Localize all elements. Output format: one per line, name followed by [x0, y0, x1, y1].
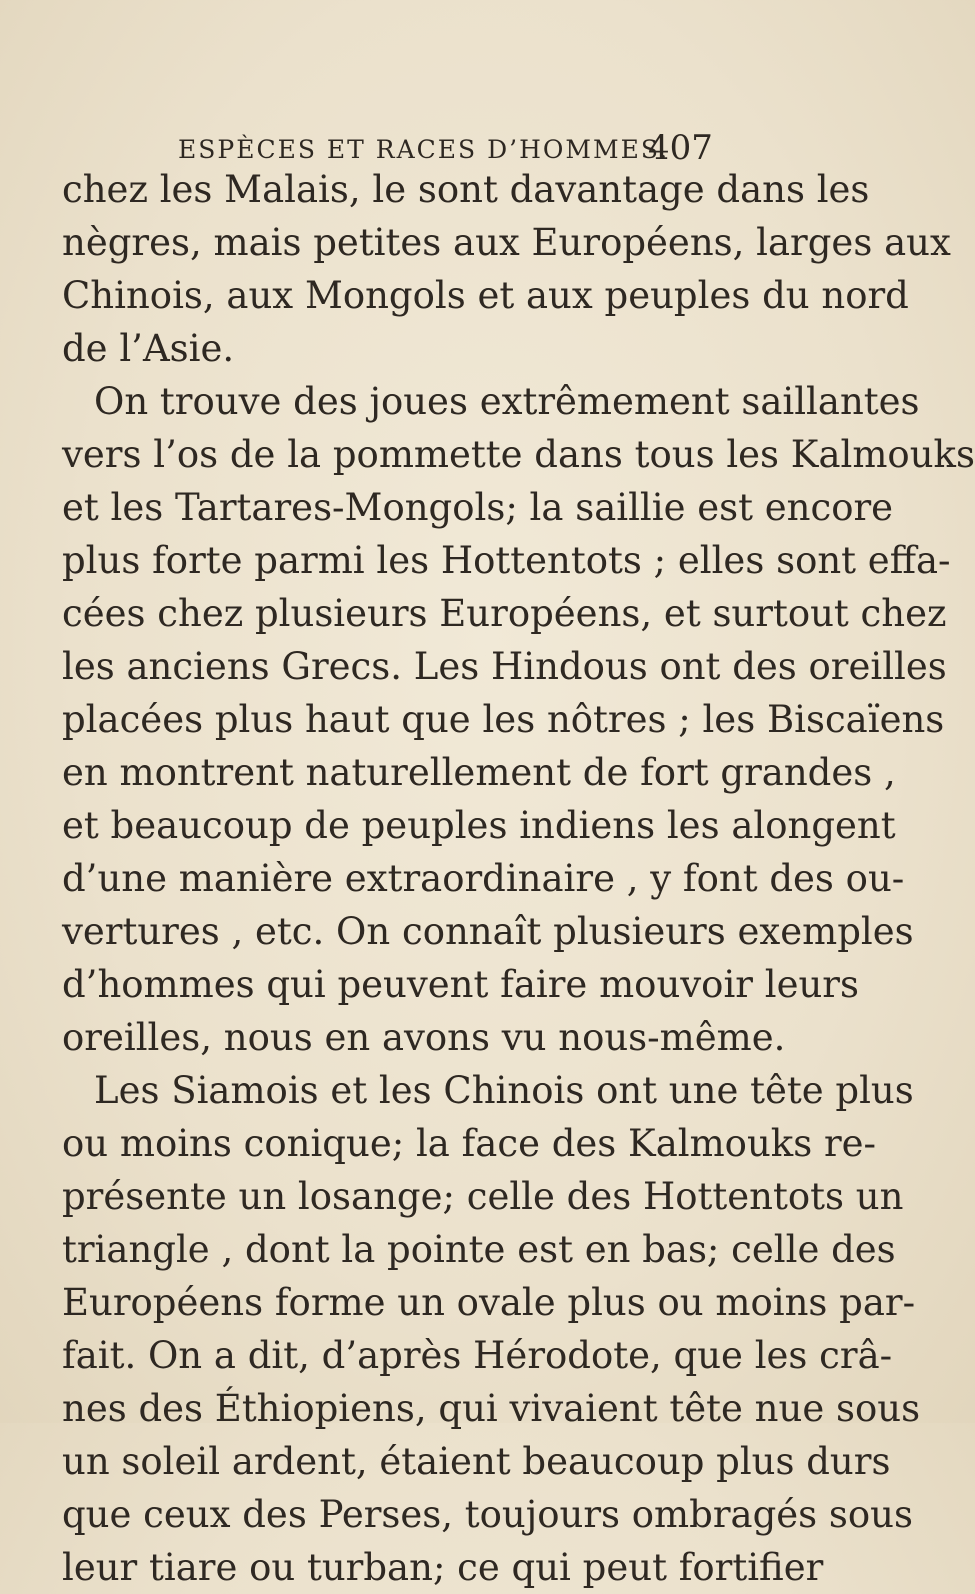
text-line: leur tiare ou turban; ce qui peut fortifier — [62, 1546, 824, 1589]
text-line: les anciens Grecs. Les Hindous ont des oreilles — [62, 645, 947, 688]
text-line: d’hommes qui peuvent faire mouvoir leurs — [62, 963, 859, 1006]
text-line: chez les Malais, le sont davantage dans les — [62, 168, 870, 211]
text-line: en montrent naturellement de fort grandes , — [62, 751, 896, 794]
text-line: nes des Éthiopiens, qui vivaient tête nue sous — [62, 1387, 921, 1430]
text-line: et les Tartares-Mongols; la saillie est encore — [62, 486, 894, 529]
paragraph-start-line: On trouve des joues extrêmement saillantes — [94, 380, 920, 423]
text-line: de l’Asie. — [62, 327, 235, 370]
text-line: Chinois, aux Mongols et aux peuples du nord — [62, 274, 909, 317]
text-line: nègres, mais petites aux Européens, larges aux — [62, 221, 951, 264]
text-line: plus forte parmi les Hottentots ; elles sont effa- — [62, 539, 951, 582]
text-line: placées plus haut que les nôtres ; les Biscaïens — [62, 698, 945, 741]
text-line: ou moins conique; la face des Kalmouks re- — [62, 1122, 877, 1165]
text-line: Européens forme un ovale plus ou moins par- — [62, 1281, 916, 1324]
text-line: vers l’os de la pommette dans tous les Kalmouks — [62, 433, 975, 476]
text-line: présente un losange; celle des Hottentots un — [62, 1175, 904, 1218]
text-line: d’une manière extraordinaire , y font des ou- — [62, 857, 905, 900]
paragraph-start-line: Les Siamois et les Chinois ont une tête plus — [94, 1069, 914, 1112]
page-number: 407 — [648, 128, 713, 168]
running-title: ESPÈCES ET RACES D’HOMMES. — [178, 135, 670, 164]
text-line: triangle , dont la pointe est en bas; celle des — [62, 1228, 896, 1271]
body-text — [62, 163, 975, 1594]
text-line: cées chez plusieurs Européens, et surtout chez — [62, 592, 947, 635]
text-line: oreilles, nous en avons vu nous-même. — [62, 1016, 786, 1059]
text-line: un soleil ardent, étaient beaucoup plus durs — [62, 1440, 891, 1483]
text-line: fait. On a dit, d’après Hérodote, que les crâ- — [62, 1334, 893, 1377]
text-line: que ceux des Perses, toujours ombragés sous — [62, 1493, 913, 1536]
text-line: vertures , etc. On connaît plusieurs exemples — [62, 910, 914, 953]
text-line: et beaucoup de peuples indiens les alongent — [62, 804, 896, 847]
